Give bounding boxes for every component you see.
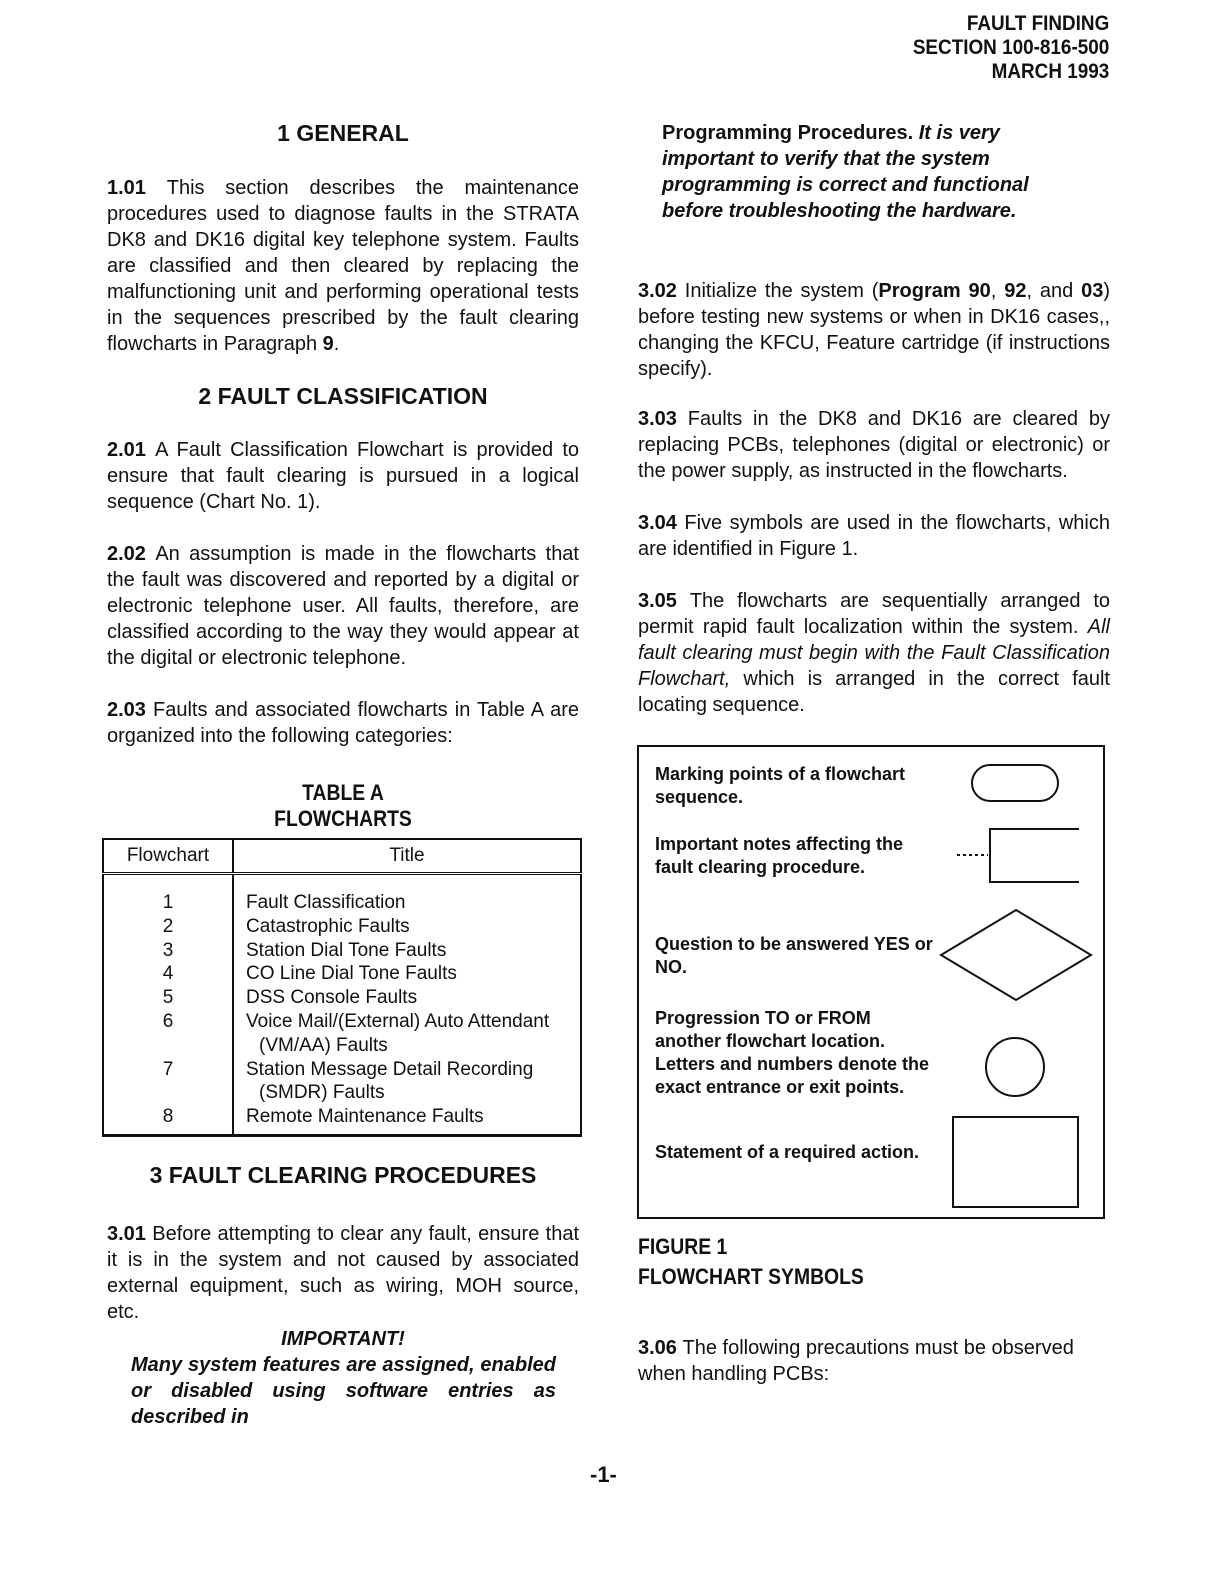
paragraph-3-01: 3.01 Before attempting to clear any fault, ensure that it is in the system and not caused by associated external equipment, such as wiring, MOH source, etc. — [107, 1223, 579, 1323]
section-1-heading: 1 GENERAL — [277, 120, 409, 146]
symbol-note-label: Important notes affecting the fault clearing procedure. — [655, 834, 904, 877]
paragraph-3-05: 3.05 The flowcharts are sequentially arranged to permit rapid fault localization within the system. All fault clearing must begin with the Fault Classification Flowchart, which is arranged in the correct fault locating sequence. — [638, 590, 1111, 716]
flowchart-number: 3 — [103, 939, 233, 963]
process-symbol-icon — [953, 1117, 1078, 1207]
flowchart-number: 4 — [103, 962, 233, 986]
important-note-continued: Programming Procedures. It is very important to verify that the system programming is correct and functional before troubleshooting the hardware. — [662, 122, 1029, 222]
flowchart-title: Station Dial Tone Faults — [233, 939, 581, 963]
table-row — [103, 1058, 581, 1106]
flowchart-number: 8 — [103, 1105, 233, 1135]
important-label: IMPORTANT! — [281, 1328, 405, 1350]
flowchart-number: 1 — [103, 874, 233, 915]
col-header-title: Title — [233, 839, 581, 874]
paragraph-number: 1.01 — [107, 177, 146, 199]
flowchart-title: Fault Classification — [233, 874, 581, 915]
paragraph-2-03: 2.03 Faults and associated flowcharts in Table A are organized into the following categories: — [107, 699, 579, 747]
flowchart-title: CO Line Dial Tone Faults — [233, 962, 581, 986]
section-3-heading: 3 FAULT CLEARING PROCEDURES — [149, 1162, 537, 1188]
table-row — [103, 939, 581, 963]
table-row — [103, 1010, 581, 1058]
connector-symbol-icon — [986, 1038, 1044, 1096]
flowchart-title: Catastrophic Faults — [233, 915, 581, 939]
flowchart-number: 7 — [103, 1058, 233, 1106]
terminal-symbol-icon — [972, 765, 1058, 801]
annotation-symbol-icon — [957, 829, 1079, 882]
header-line-3: MARCH 1993 — [991, 60, 1109, 83]
figure-caption — [638, 1232, 864, 1292]
col-header-flowchart: Flowchart — [103, 839, 233, 874]
paragraph-3-02: 3.02 Initialize the system (Program 90, 92, and 03) before testing new systems or when in DK16 cases,, changing the KFCU, Feature cartridge (if instructions specify). — [638, 280, 1111, 380]
figure-caption-line-1: FIGURE 1 — [638, 1234, 728, 1259]
table-row — [103, 962, 581, 986]
paragraph-1-01: 1.01 This section describes the maintenance procedures used to diagnose faults in the STRATA DK8 and DK16 digital key telephone system. Faults are classified and then cleared by replacing the malfunctioning unit and performing operational tests in the sequences prescribed by the fault clearing flowcharts in Paragraph 9. — [107, 177, 579, 355]
important-note-text-a: Many system features are assigned, enabled or disabled using software entries as described in — [131, 1354, 556, 1428]
paragraph-2-02: 2.02 An assumption is made in the flowcharts that the fault was discovered and reported by a digital or electronic telephone user. All faults, therefore, are classified according to the way they would appear at the digital or electronic telephone. — [107, 543, 579, 669]
table-row — [103, 1105, 581, 1135]
flowchart-number: 5 — [103, 986, 233, 1010]
symbol-connector-label: Progression TO or FROM another flowchart location. Letters and numbers denote the exact entrance or exit points. — [655, 1008, 930, 1097]
header-line-2: SECTION 100-816-500 — [912, 36, 1109, 59]
table-title: TABLE A — [302, 780, 384, 805]
flowchart-number: 2 — [103, 915, 233, 939]
page-header — [913, 12, 1109, 84]
table-row — [103, 874, 581, 915]
symbol-process-label: Statement of a required action. — [655, 1142, 920, 1162]
flowchart-title: Voice Mail/(External) Auto Attendant (VM/AA) Faults — [233, 1010, 581, 1058]
flowchart-symbols-figure — [637, 745, 1105, 1219]
flowchart-number: 6 — [103, 1010, 233, 1058]
paragraph-3-03: 3.03 Faults in the DK8 and DK16 are cleared by replacing PCBs, telephones (digital or electronic) or the power supply, as instructed in the flowcharts. — [638, 408, 1110, 482]
symbol-decision-label: Question to be answered YES or NO. — [655, 934, 933, 977]
flowchart-title: DSS Console Faults — [233, 986, 581, 1010]
header-line-1: FAULT FINDING — [966, 12, 1109, 35]
flowchart-title: Remote Maintenance Faults — [233, 1105, 581, 1135]
decision-symbol-icon — [941, 910, 1091, 1000]
section-2-heading: 2 FAULT CLASSIFICATION — [198, 383, 488, 409]
paragraph-2-01: 2.01 A Fault Classification Flowchart is provided to ensure that fault clearing is pursued in a logical sequence (Chart No. 1). — [107, 439, 579, 513]
table-row — [103, 915, 581, 939]
symbol-terminal-label: Marking points of a flowchart sequence. — [655, 764, 906, 807]
table-subtitle: FLOWCHARTS — [274, 806, 412, 831]
flowcharts-table — [102, 838, 582, 1137]
paragraph-3-04: 3.04 Five symbols are used in the flowcharts, which are identified in Figure 1. — [638, 512, 1110, 560]
figure-caption-line-2: FLOWCHART SYMBOLS — [638, 1264, 864, 1289]
flowchart-symbols-drawing — [639, 747, 1103, 1217]
paragraph-3-06: 3.06 The following precautions must be observed when handling PCBs: — [638, 1337, 1074, 1385]
page-number: -1- — [590, 1462, 617, 1487]
table-row — [103, 986, 581, 1010]
flowchart-title: Station Message Detail Recording (SMDR) Faults — [233, 1058, 581, 1106]
